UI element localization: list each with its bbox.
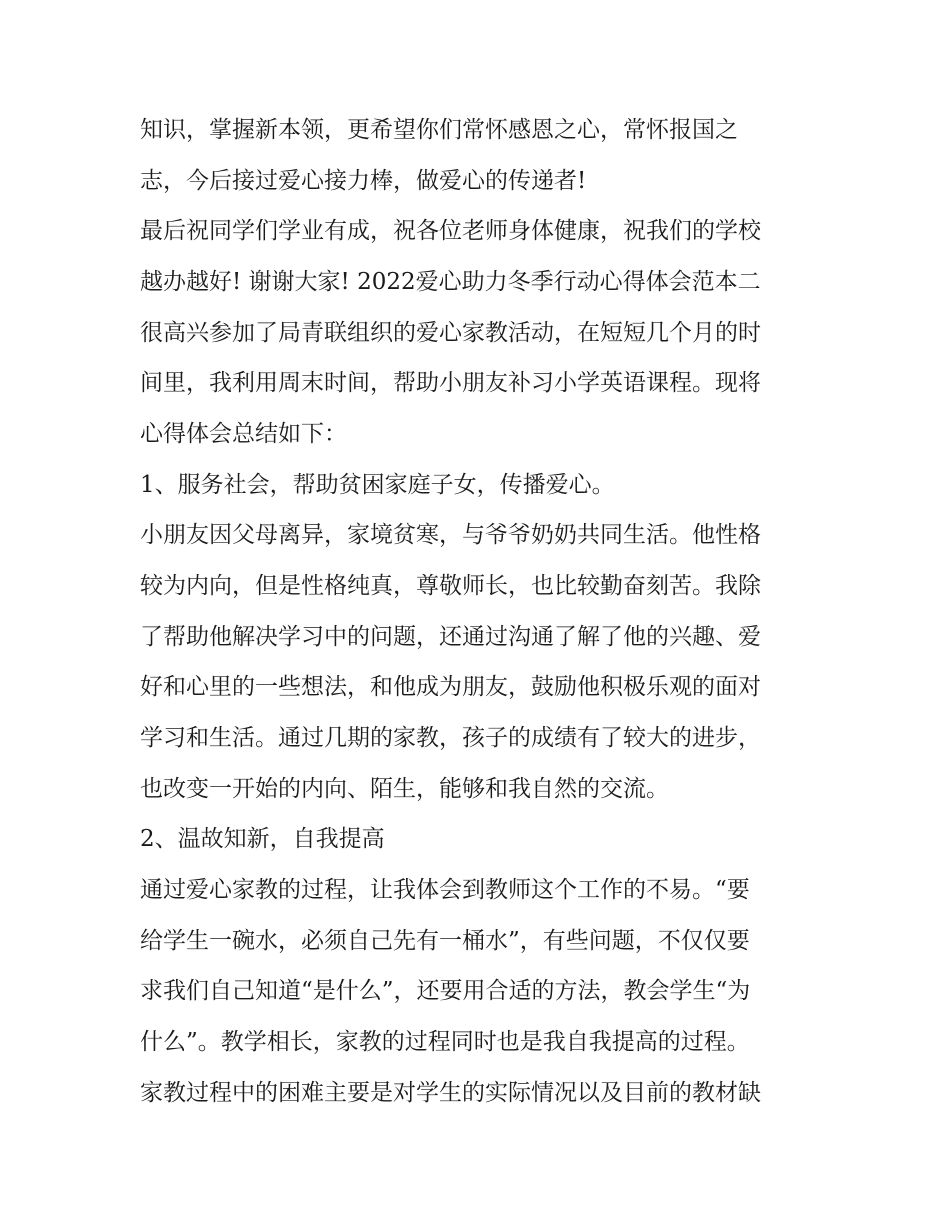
section-heading: 2、温故知新，自我提高 — [140, 826, 385, 852]
text-line: 了帮助他解决学习中的问题，还通过沟通了解了他的兴趣、爱 — [140, 624, 761, 650]
text-line: 求我们自己知道“是什么”，还要用合适的方法，教会学生“为 — [140, 978, 751, 1004]
text-line: 志，今后接过爱心接力棒，做爱心的传递者! — [140, 168, 587, 194]
text-line: 学习和生活。通过几期的家教，孩子的成绩有了较大的进步， — [140, 725, 761, 751]
text-line: 心得体会总结如下： — [140, 421, 347, 447]
text-line: 好和心里的一些想法，和他成为朋友，鼓励他积极乐观的面对 — [140, 674, 761, 700]
text-line: 什么”。教学相长，家教的过程同时也是我自我提高的过程。 — [140, 1029, 750, 1055]
text-line: 给学生一碗水，必须自己先有一桶水”，有些问题，不仅仅要 — [140, 928, 750, 954]
text-line: 间里，我利用周末时间，帮助小朋友补习小学英语课程。现将 — [140, 370, 761, 396]
text-line: 通过爱心家教的过程，让我体会到教师这个工作的不易。“要 — [140, 877, 750, 903]
text-line: 家教过程中的困难主要是对学生的实际情况以及目前的教材缺 — [140, 1080, 761, 1106]
text-line: 越办越好! 谢谢大家! 2022爱心助力冬季行动心得体会范本二 — [140, 269, 761, 295]
text-line: 知识，掌握新本领，更希望你们常怀感恩之心，常怀报国之 — [140, 117, 738, 143]
text-line: 最后祝同学们学业有成，祝各位老师身体健康，祝我们的学校 — [140, 218, 761, 244]
text-line: 也改变一开始的内向、陌生，能够和我自然的交流。 — [140, 776, 669, 802]
text-line: 很高兴参加了局青联组织的爱心家教活动，在短短几个月的时 — [140, 320, 761, 346]
section-heading: 1、服务社会，帮助贫困家庭子女，传播爱心。 — [140, 472, 615, 498]
text-line: 较为内向，但是性格纯真，尊敬师长，也比较勤奋刻苦。我除 — [140, 573, 761, 599]
text-line: 小朋友因父母离异，家境贫寒，与爷爷奶奶共同生活。他性格 — [140, 522, 761, 548]
